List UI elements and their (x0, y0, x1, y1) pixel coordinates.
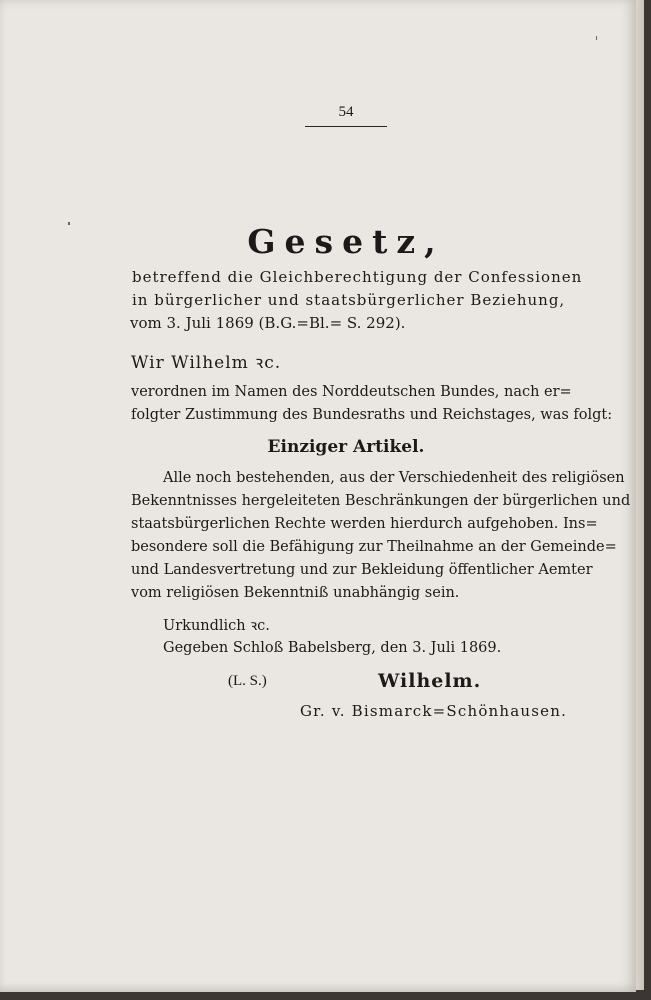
paper-speck (68, 222, 70, 225)
paper-speck (596, 36, 597, 40)
given-at: Gegeben Schloß Babelsberg, den 3. Juli 1869. (163, 640, 502, 656)
preamble-line-2: folgter Zustimmung des Bundesraths und Reichstages, was folgt: (131, 407, 613, 423)
seal-mark: (L. S.) (228, 673, 267, 689)
article-line-6: vom religiösen Bekenntniß unabhängig sein. (131, 585, 460, 601)
page-number-rule (305, 126, 387, 127)
article-heading: Einziger Artikel. (267, 437, 425, 457)
preamble-opening: Wir Wilhelm ꝛc. (131, 353, 282, 373)
subtitle-line-1: betreffend die Gleichberechtigung der Confessionen (132, 268, 583, 286)
countersignature: Gr. v. Bismarck=Schönhausen. (300, 702, 568, 720)
page-edge (636, 0, 644, 990)
article-line-1: Alle noch bestehenden, aus der Verschiedenheit des religiösen (163, 470, 625, 486)
page-number: 54 (338, 104, 354, 120)
article-line-2: Bekenntnisses hergeleiteten Beschränkungen der bürgerlichen und (131, 493, 631, 509)
signature: Wilhelm. (378, 670, 482, 692)
article-line-3: staatsbürgerlichen Rechte werden hierdurch aufgehoben. Ins= (131, 516, 598, 532)
subtitle-line-3: vom 3. Juli 1869 (B.G.=Bl.= S. 292). (130, 314, 406, 332)
article-line-5: und Landesvertretung und zur Bekleidung öffentlicher Aemter (131, 562, 593, 578)
law-title: Gesetz, (247, 222, 445, 261)
preamble-line-1: verordnen im Namen des Norddeutschen Bundes, nach er= (131, 384, 572, 400)
article-line-4: besondere soll die Befähigung zur Theilnahme an der Gemeinde= (131, 539, 617, 555)
subtitle-line-2: in bürgerlicher und staatsbürgerlicher Beziehung, (132, 291, 566, 309)
attestation: Urkundlich ꝛc. (163, 618, 270, 634)
